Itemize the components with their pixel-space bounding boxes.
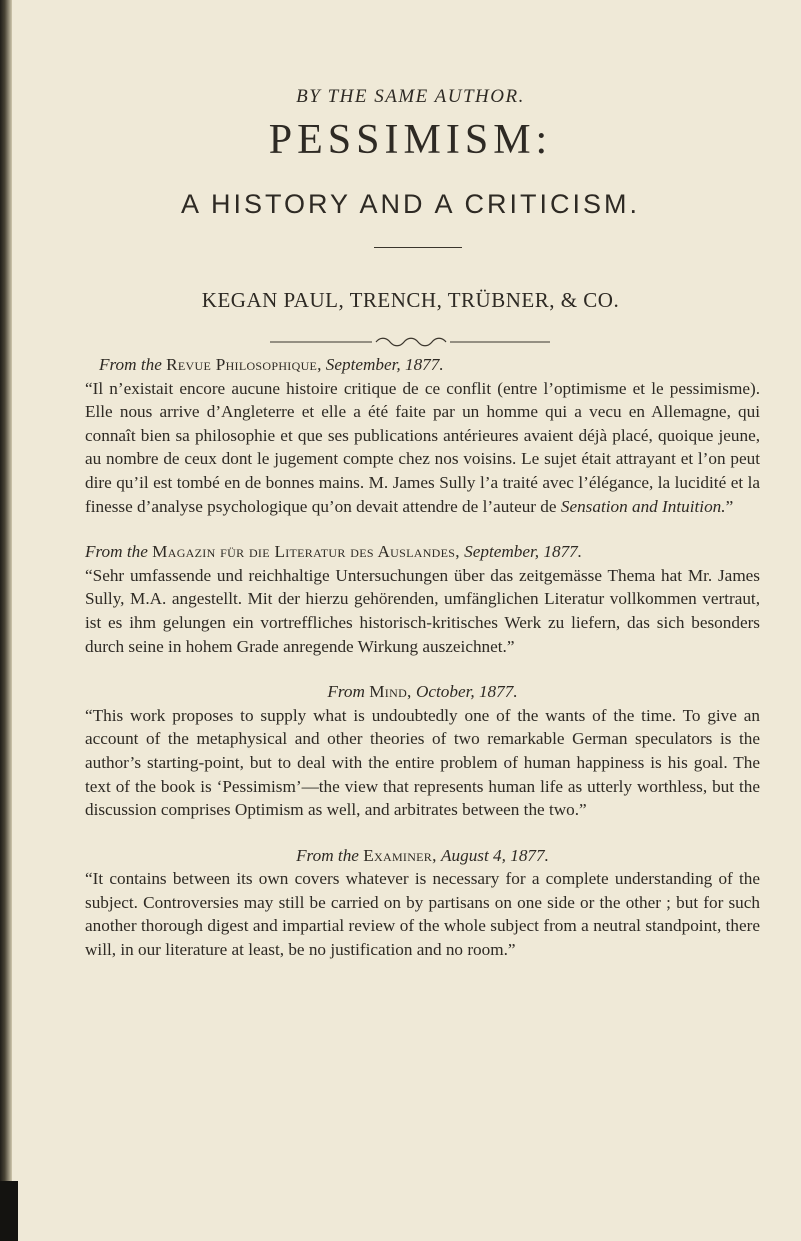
review-text: “This work proposes to supply what is undoubtedly one of the wants of the time. To give an account of the metaphysical and other theories of two remarkable German speculators is the author’s starting-point, but to deal with the entire problem of human happiness is his goal. The text of the book is ‘Pessimism’—the view that represents human life as utterly worthless, but the discussion comprises Optimism as well, and arbitrates between the two.” xyxy=(85,705,760,820)
review-source: Examiner, xyxy=(363,845,437,865)
review-date: October, 1877. xyxy=(415,682,518,702)
ornamental-rule xyxy=(260,337,560,347)
review-text: “Il n’existait encore aucune histoire critique de ce conflit (entre l’optimisme et le pessimisme). Elle nous arrive d’Angleterre et elle a été faite par un homme qui a vecu en Allemagne, qui connaît bien sa philosophie et que ses publications antérieures avaient déjà placé, quoique jeune, au nombre de ceux dont le jugement compte chez nos voisins. Le sujet était attrayant et l’on peut dire qu’il est tombé en de bonnes mains. M. James Sully l’a traité avec l’élégance, la lucidité et la finesse d’analyse psychologique qu’on devait attendre de l’auteur de Sensation and Intuition.” xyxy=(85,378,760,516)
book-binding-edge xyxy=(0,0,12,1241)
review-magazin-literatur xyxy=(85,540,760,658)
title-divider xyxy=(374,247,462,248)
book-subtitle: A HISTORY AND A CRITICISM. xyxy=(180,189,641,219)
review-heading: From the Magazin für die Literatur des Auslandes, September, 1877. xyxy=(85,542,583,562)
review-heading: From Mind, October, 1877. xyxy=(327,682,518,702)
review-date: August 4, 1877. xyxy=(441,845,549,865)
publisher-name: KEGAN PAUL, TRENCH, TRÜBNER, & CO. xyxy=(201,288,620,312)
review-source: Mind, xyxy=(369,682,412,702)
review-heading: From the Examiner, August 4, 1877. xyxy=(296,845,549,865)
review-text: “It contains between its own covers whatever is necessary for a complete understanding of the subject. Controversies may still be carried on by partisans on one side or the other ; but for such another thorough digest and impartial review of the whole subject from a neutral standpoint, there will, in our literature at least, be no justification and no room.” xyxy=(85,869,760,960)
review-date: September, 1877. xyxy=(464,542,583,562)
review-source: Revue Philosophique xyxy=(166,355,318,374)
review-source: Magazin für die Literatur des Auslandes, xyxy=(152,542,460,562)
review-examiner xyxy=(85,844,760,962)
review-text: “Sehr umfassende und reichhaltige Untersuchungen über das zeitgemässe Thema hat Mr. James Sully, M.A. angestellt. Mit der hierzu gehörenden, umfänglichen Literatur vollkommen vertraut, ist es ihm gelungen ein vortreffliches historisch-kritisches Werk zu liefern, das sich besonders durch seine in hohem Grade anregende Wirkung auszeichnet.” xyxy=(85,565,760,656)
review-mind xyxy=(85,680,760,822)
reviews-section xyxy=(85,353,760,962)
by-same-author-heading: BY THE SAME AUTHOR. xyxy=(296,86,525,107)
review-revue-philosophique xyxy=(85,353,760,518)
binding-shadow xyxy=(0,1181,18,1241)
review-heading: From the Revue Philosophique, September, 1877. xyxy=(99,355,444,374)
review-date: September, 1877. xyxy=(325,355,444,374)
book-title: PESSIMISM: xyxy=(268,117,553,163)
